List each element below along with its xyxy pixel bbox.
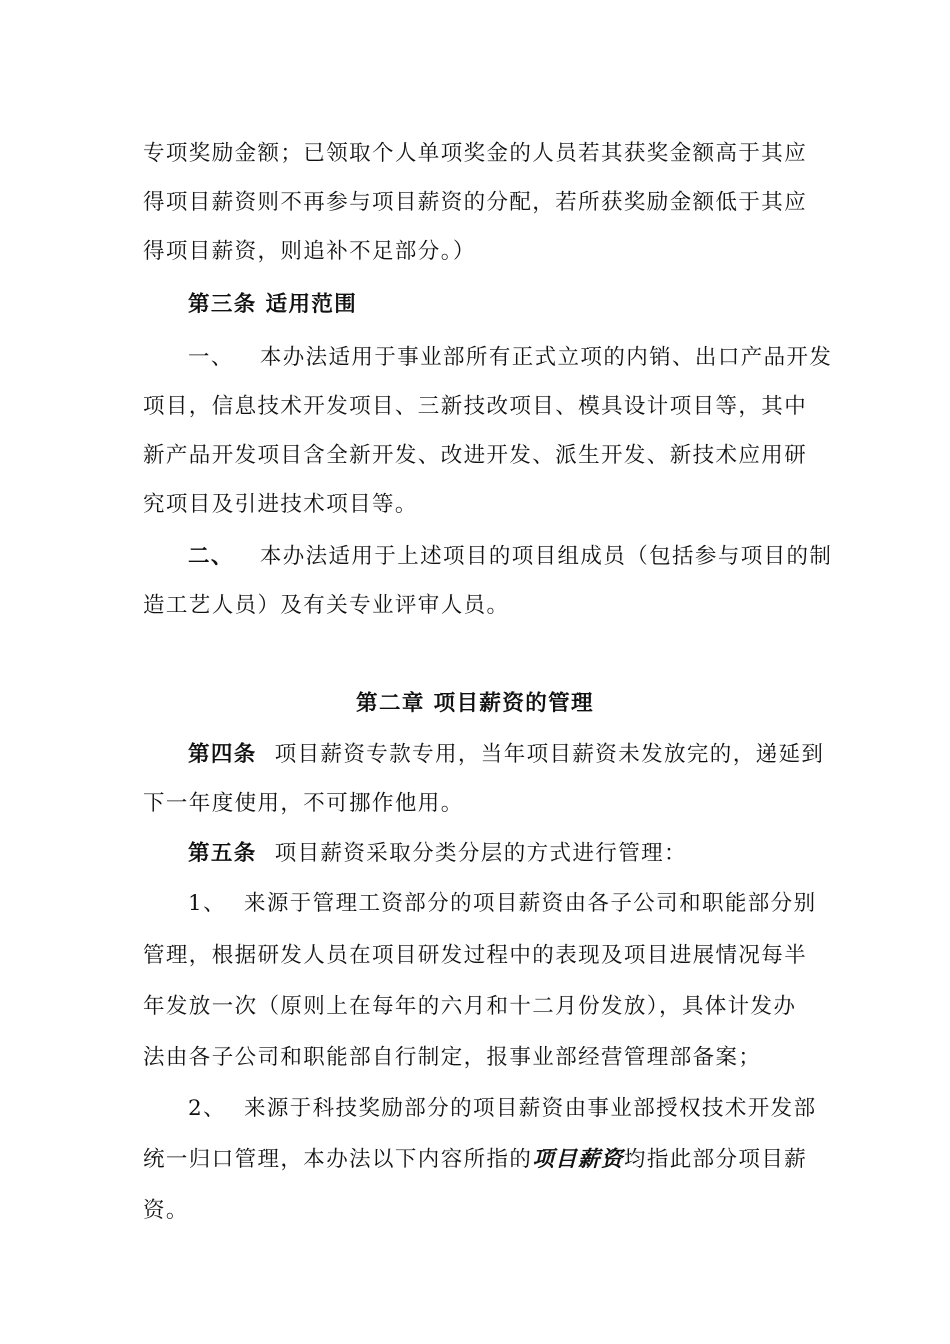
- text-run: 统一归口管理，本办法以下内容所指的: [143, 1147, 533, 1172]
- text-run: 均指此部分项目薪: [623, 1147, 808, 1172]
- article-5-item-1-line: [188, 886, 817, 917]
- list-item-text: 来源于科技奖励部分的项目薪资由事业部授权技术开发部: [243, 1096, 817, 1121]
- list-item-text: 本办法适用于事业部所有正式立项的内销、出口产品开发: [259, 345, 833, 370]
- article-3-heading: 第三条 适用范围: [188, 292, 358, 317]
- paragraph-line: 得项目薪资则不再参与项目薪资的分配，若所获奖励金额低于其应: [143, 190, 808, 215]
- paragraph-line: [143, 1142, 807, 1173]
- article-3-item-1-line: [188, 340, 832, 371]
- article-text: 项目薪资采取分类分层的方式进行管理：: [274, 841, 687, 866]
- paragraph-line: 管理，根据研发人员在项目研发过程中的表现及项目进展情况每半: [143, 943, 808, 968]
- list-marker: 2、: [188, 1096, 226, 1121]
- paragraph-line: 造工艺人员）及有关专业评审人员。: [143, 593, 510, 618]
- list-marker: 1、: [188, 891, 226, 916]
- chapter-title: 第二章 项目薪资的管理: [356, 691, 594, 716]
- list-marker: 二、: [188, 544, 234, 569]
- article-5-line: [188, 836, 687, 867]
- article-3-item-2-line: [188, 539, 832, 570]
- list-item-text: 来源于管理工资部分的项目薪资由各子公司和职能部分别: [243, 891, 817, 916]
- list-marker: 一、: [188, 345, 234, 370]
- paragraph-line: 得项目薪资，则追补不足部分。）: [143, 239, 476, 264]
- emphasized-term: 项目薪资: [532, 1147, 624, 1172]
- article-text: 项目薪资专款专用，当年项目薪资未发放完的，递延到: [274, 742, 825, 767]
- article-5-item-2-line: [188, 1091, 817, 1122]
- paragraph-line: 年发放一次（原则上在每年的六月和十二月份发放），具体计发办: [143, 994, 797, 1019]
- article-4-line: [188, 737, 824, 768]
- paragraph-line: 资。: [143, 1198, 189, 1223]
- paragraph-line: 究项目及引进技术项目等。: [143, 492, 418, 517]
- paragraph-line: 专项奖励金额；已领取个人单项奖金的人员若其获奖金额高于其应: [143, 141, 808, 166]
- paragraph-line: 下一年度使用，不可挪作他用。: [143, 791, 464, 816]
- paragraph-line: 项目，信息技术开发项目、三新技改项目、模具设计项目等，其中: [143, 394, 808, 419]
- list-item-text: 本办法适用于上述项目的项目组成员（包括参与项目的制: [259, 544, 833, 569]
- paragraph-line: 法由各子公司和职能部自行制定，报事业部经营管理部备案；: [143, 1045, 762, 1070]
- article-label: 第四条: [188, 742, 257, 767]
- article-label: 第五条: [188, 841, 257, 866]
- paragraph-line: 新产品开发项目含全新开发、改进开发、派生开发、新技术应用研: [143, 443, 808, 468]
